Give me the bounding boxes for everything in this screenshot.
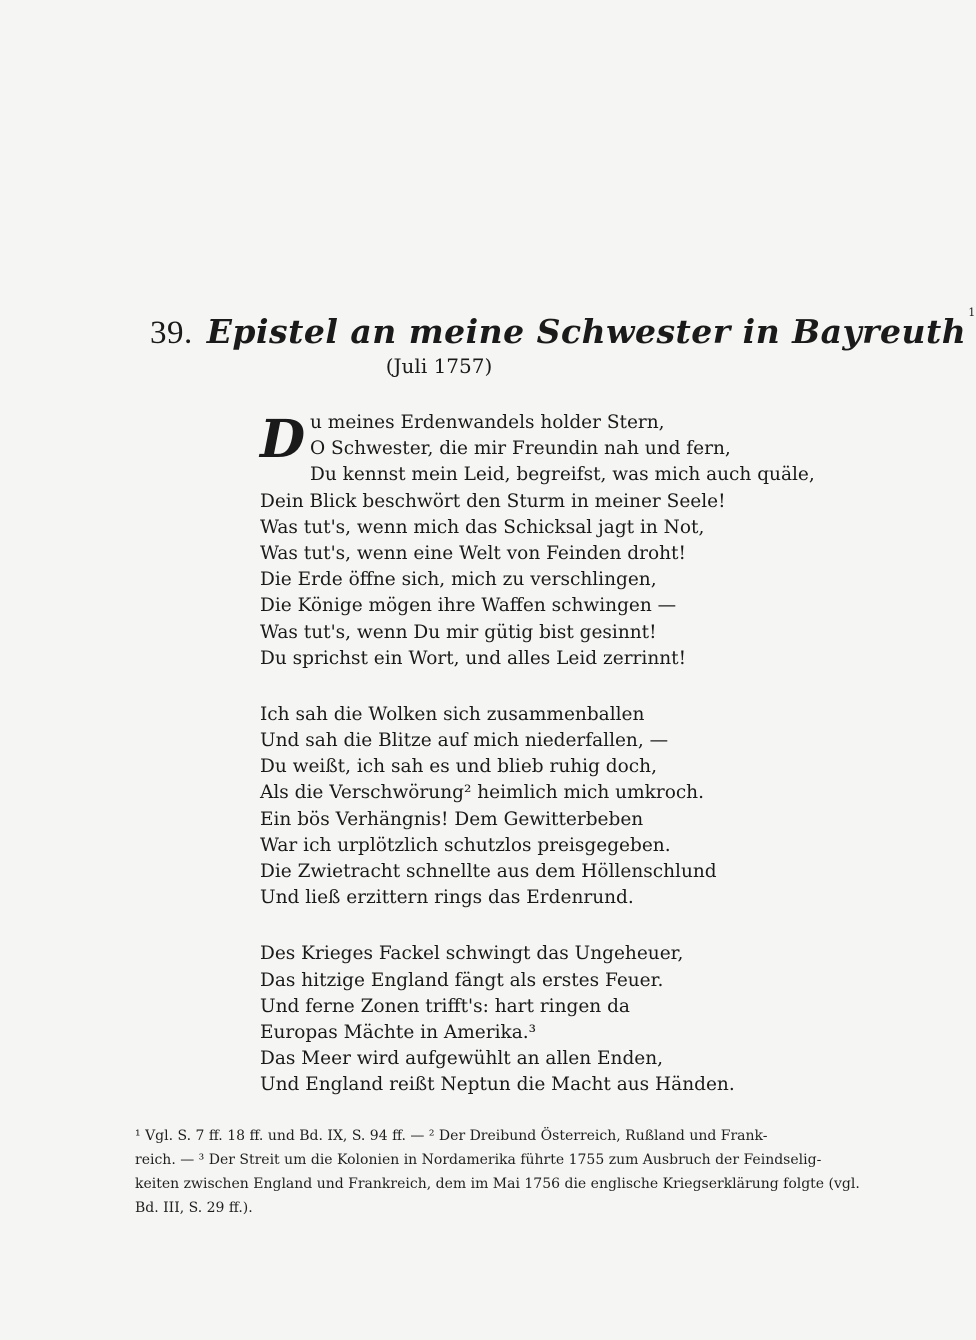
footnote-line: Bd. III, S. 29 ff.). — [135, 1200, 253, 1216]
verse-line: Und sah die Blitze auf mich niederfallen, — — [260, 730, 669, 752]
verse-line: War ich urplötzlich schutzlos preisgegeben. — [260, 834, 671, 856]
poem-number: 39. — [150, 315, 193, 351]
verse-line: Was tut's, wenn mich das Schicksal jagt in Not, — [260, 516, 705, 538]
footnote-line: ¹ Vgl. S. 7 ff. 18 ff. und Bd. IX, S. 94 ff. — ² Der Dreibund Österreich, Rußland und Frank- — [135, 1128, 768, 1144]
verse-line: O Schwester, die mir Freundin nah und fern, — [310, 438, 731, 460]
poem-title — [150, 306, 976, 352]
verse-line: Dein Blick beschwört den Sturm in meiner Seele! — [260, 490, 726, 512]
verse-line: Das hitzige England fängt als erstes Feuer. — [260, 969, 664, 991]
verse-line: Du sprichst ein Wort, und alles Leid zerrinnt! — [260, 647, 687, 669]
verse-line: u meines Erdenwandels holder Stern, — [310, 412, 665, 433]
verse-line: Ein bös Verhängnis! Dem Gewitterbeben — [260, 808, 644, 830]
footnote-marker: 1 — [968, 306, 976, 319]
stanza-1 — [260, 409, 815, 672]
verse-line: Was tut's, wenn eine Welt von Feinden droht! — [260, 542, 686, 564]
verse-line: Du weißt, ich sah es und blieb ruhig doch, — [260, 756, 657, 778]
drop-cap: D — [260, 409, 306, 470]
verse-line: Das Meer wird aufgewühlt an allen Enden, — [260, 1048, 664, 1070]
verse-line: Als die Verschwörung² heimlich mich umkroch. — [260, 782, 704, 804]
verse-line: Die Könige mögen ihre Waffen schwingen — — [260, 595, 677, 617]
poem-title-text: Epistel an meine Schwester in Bayreuth — [206, 312, 967, 351]
footnote-line: keiten zwischen England und Frankreich, dem im Mai 1756 die englische Kriegserklärung folgte (vgl. — [135, 1176, 860, 1192]
verse-line: Die Erde öffne sich, mich zu verschlingen, — [260, 569, 657, 591]
verse-line: Was tut's, wenn Du mir gütig bist gesinnt! — [260, 621, 657, 643]
verse-line: Und ferne Zonen trifft's: hart ringen da — [260, 995, 630, 1017]
stanza-2 — [260, 702, 740, 912]
footnotes — [135, 1124, 860, 1220]
poem-body — [260, 409, 815, 1129]
verse-line: Des Krieges Fackel schwingt das Ungeheuer, — [260, 943, 684, 965]
verse-line: Du kennst mein Leid, begreifst, was mich auch quäle, — [310, 464, 815, 486]
footnote-line: reich. — ³ Der Streit um die Kolonien in Nordamerika führte 1755 zum Ausbruch der Feindselig- — [135, 1152, 822, 1168]
verse-line: Europas Mächte in Amerika.³ — [260, 1021, 537, 1043]
verse-line: Die Zwietracht schnellte aus dem Höllenschlund — [260, 861, 717, 882]
verse-line: Und England reißt Neptun die Macht aus Händen. — [260, 1074, 735, 1096]
first-verse-block — [260, 409, 740, 470]
poem-date: (Juli 1757) — [385, 354, 493, 378]
stanza-3 — [260, 941, 740, 1098]
verse-line: Ich sah die Wolken sich zusammenballen — [260, 703, 645, 725]
verse-line: Und ließ erzittern rings das Erdenrund. — [260, 887, 634, 909]
